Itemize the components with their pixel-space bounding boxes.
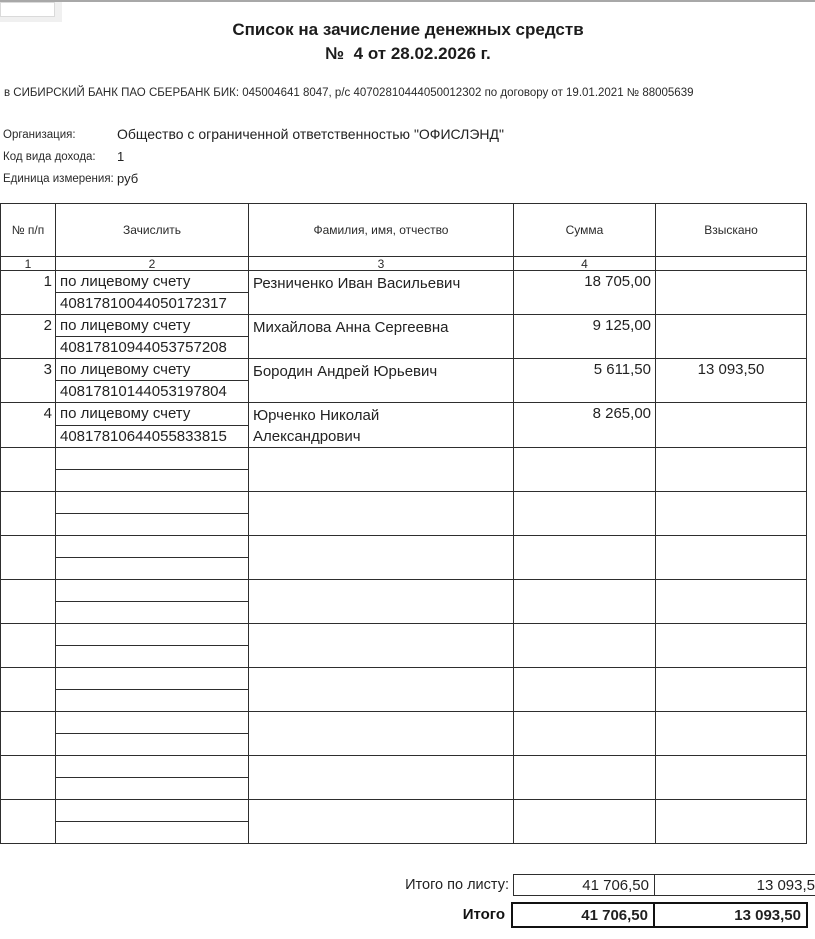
- amount-cell: 5 611,50: [514, 359, 656, 403]
- empty-table-row: [1, 492, 807, 514]
- empty-table-row: [1, 668, 807, 690]
- column-number-1: 1: [1, 257, 56, 271]
- collected-cell: [656, 403, 807, 448]
- table-row: [1, 403, 807, 426]
- sheet-total-row: [513, 874, 815, 896]
- credit-method-cell: по лицевому счету: [56, 271, 249, 293]
- table-row: [1, 315, 807, 337]
- credit-method-cell: [56, 492, 249, 514]
- income-code-label: Код вида дохода:: [3, 151, 96, 163]
- credit-method-cell: по лицевому счету: [56, 315, 249, 337]
- account-number-cell: [56, 734, 249, 756]
- account-number-cell: 40817810144053197804: [56, 381, 249, 403]
- credit-method-cell: [56, 668, 249, 690]
- empty-table-row: [1, 580, 807, 602]
- header-collected: Взыскано: [656, 204, 807, 257]
- bank-details-line: в СИБИРСКИЙ БАНК ПАО СБЕРБАНК БИК: 045004641 8047, р/с 40702810444050012302 по договору от 19.01.2021 № 88005639: [4, 87, 694, 99]
- header-credit: Зачислить: [56, 204, 249, 257]
- amount-cell: [514, 624, 656, 668]
- collected-cell: [656, 536, 807, 580]
- table-row: [1, 359, 807, 381]
- empty-table-row: [1, 756, 807, 778]
- account-number-cell: [56, 470, 249, 492]
- credit-method-cell: [56, 448, 249, 470]
- person-name-cell: Бородин Андрей Юрьевич: [249, 359, 514, 403]
- column-number-4: 4: [514, 257, 656, 271]
- unit-label: Единица измерения:: [3, 173, 114, 185]
- row-number-cell: [1, 580, 56, 624]
- amount-cell: [514, 580, 656, 624]
- document-number-date: № 4 от 28.02.2026 г.: [325, 44, 491, 63]
- person-name-cell: [249, 756, 514, 800]
- account-number-cell: 40817810944053757208: [56, 337, 249, 359]
- collected-cell: [656, 624, 807, 668]
- amount-cell: [514, 492, 656, 536]
- column-numbers-row: [1, 257, 807, 271]
- credit-method-cell: [56, 712, 249, 734]
- table-body: [1, 271, 807, 844]
- collected-cell: [656, 315, 807, 359]
- grand-total-label: Итого: [462, 906, 505, 923]
- person-name-cell: [249, 492, 514, 536]
- amount-cell: [514, 668, 656, 712]
- person-name-cell: [249, 580, 514, 624]
- collected-cell: [656, 580, 807, 624]
- credit-method-cell: [56, 580, 249, 602]
- row-number-cell: [1, 536, 56, 580]
- income-code-value: 1: [117, 149, 125, 164]
- person-name-cell: [249, 800, 514, 844]
- account-number-cell: [56, 514, 249, 536]
- organization-label: Организация:: [3, 129, 76, 141]
- header-amount: Сумма: [514, 204, 656, 257]
- collected-cell: [656, 756, 807, 800]
- table-header-row: [1, 204, 807, 257]
- person-name-cell: [249, 536, 514, 580]
- collected-cell: [656, 448, 807, 492]
- person-name-cell: [249, 712, 514, 756]
- row-number-cell: [1, 668, 56, 712]
- collected-cell: 13 093,50: [656, 359, 807, 403]
- empty-table-row: [1, 448, 807, 470]
- row-number-cell: 4: [1, 403, 56, 448]
- empty-table-row: [1, 712, 807, 734]
- row-number-cell: 3: [1, 359, 56, 403]
- amount-cell: [514, 756, 656, 800]
- credit-method-cell: [56, 756, 249, 778]
- grand-total-amount-cell: 41 706,50: [513, 904, 655, 926]
- header-full-name: Фамилия, имя, отчество: [249, 204, 514, 257]
- sheet-total-amount-cell: 41 706,50: [514, 875, 655, 895]
- account-number-cell: [56, 646, 249, 668]
- empty-table-row: [1, 536, 807, 558]
- credit-method-cell: по лицевому счету: [56, 403, 249, 426]
- row-number-cell: [1, 448, 56, 492]
- amount-cell: 8 265,00: [514, 403, 656, 448]
- grand-total-row: [511, 902, 808, 928]
- person-name-cell: [249, 668, 514, 712]
- row-number-cell: [1, 756, 56, 800]
- account-number-cell: [56, 822, 249, 844]
- collected-cell: [656, 492, 807, 536]
- empty-table-row: [1, 624, 807, 646]
- credit-method-cell: [56, 536, 249, 558]
- collected-cell: [656, 800, 807, 844]
- person-name-cell: Юрченко Николай Александрович: [249, 403, 514, 448]
- credit-method-cell: [56, 624, 249, 646]
- amount-cell: [514, 800, 656, 844]
- amount-cell: [514, 536, 656, 580]
- amount-cell: 18 705,00: [514, 271, 656, 315]
- collected-cell: [656, 712, 807, 756]
- column-number-5: [656, 257, 807, 271]
- person-name-cell: [249, 624, 514, 668]
- sheet-total-collected-cell: 13 093,5: [756, 877, 815, 894]
- column-number-2: 2: [56, 257, 249, 271]
- grand-total-collected-cell: 13 093,50: [734, 907, 801, 924]
- account-number-cell: [56, 558, 249, 580]
- document-title: Список на зачисление денежных средств: [232, 20, 584, 39]
- account-number-cell: [56, 690, 249, 712]
- amount-cell: [514, 712, 656, 756]
- row-number-cell: 2: [1, 315, 56, 359]
- person-name-cell: Резниченко Иван Васильевич: [249, 271, 514, 315]
- table-row: [1, 271, 807, 293]
- account-number-cell: [56, 602, 249, 624]
- organization-value: Общество с ограниченной ответственностью "ОФИСЛЭНД": [117, 126, 504, 142]
- unit-value: руб: [117, 171, 139, 186]
- account-number-cell: [56, 778, 249, 800]
- row-number-cell: [1, 624, 56, 668]
- collected-cell: [656, 668, 807, 712]
- row-number-cell: [1, 712, 56, 756]
- header-row-number: № п/п: [1, 204, 56, 257]
- row-number-cell: [1, 800, 56, 844]
- preview-corner-cell: [0, 2, 62, 22]
- credit-list-table: [0, 203, 807, 844]
- person-name-cell: Михайлова Анна Сергеевна: [249, 315, 514, 359]
- row-number-cell: [1, 492, 56, 536]
- amount-cell: 9 125,00: [514, 315, 656, 359]
- person-name-cell: [249, 448, 514, 492]
- credit-method-cell: по лицевому счету: [56, 359, 249, 381]
- account-number-cell: 40817810044050172317: [56, 293, 249, 315]
- empty-table-row: [1, 800, 807, 822]
- credit-method-cell: [56, 800, 249, 822]
- column-number-3: 3: [249, 257, 514, 271]
- preview-top-border: [0, 0, 815, 2]
- collected-cell: [656, 271, 807, 315]
- account-number-cell: 40817810644055833815: [56, 425, 249, 448]
- sheet-total-label: Итого по листу:: [405, 877, 509, 893]
- amount-cell: [514, 448, 656, 492]
- preview-corner-cell-inner: [0, 2, 55, 17]
- row-number-cell: 1: [1, 271, 56, 315]
